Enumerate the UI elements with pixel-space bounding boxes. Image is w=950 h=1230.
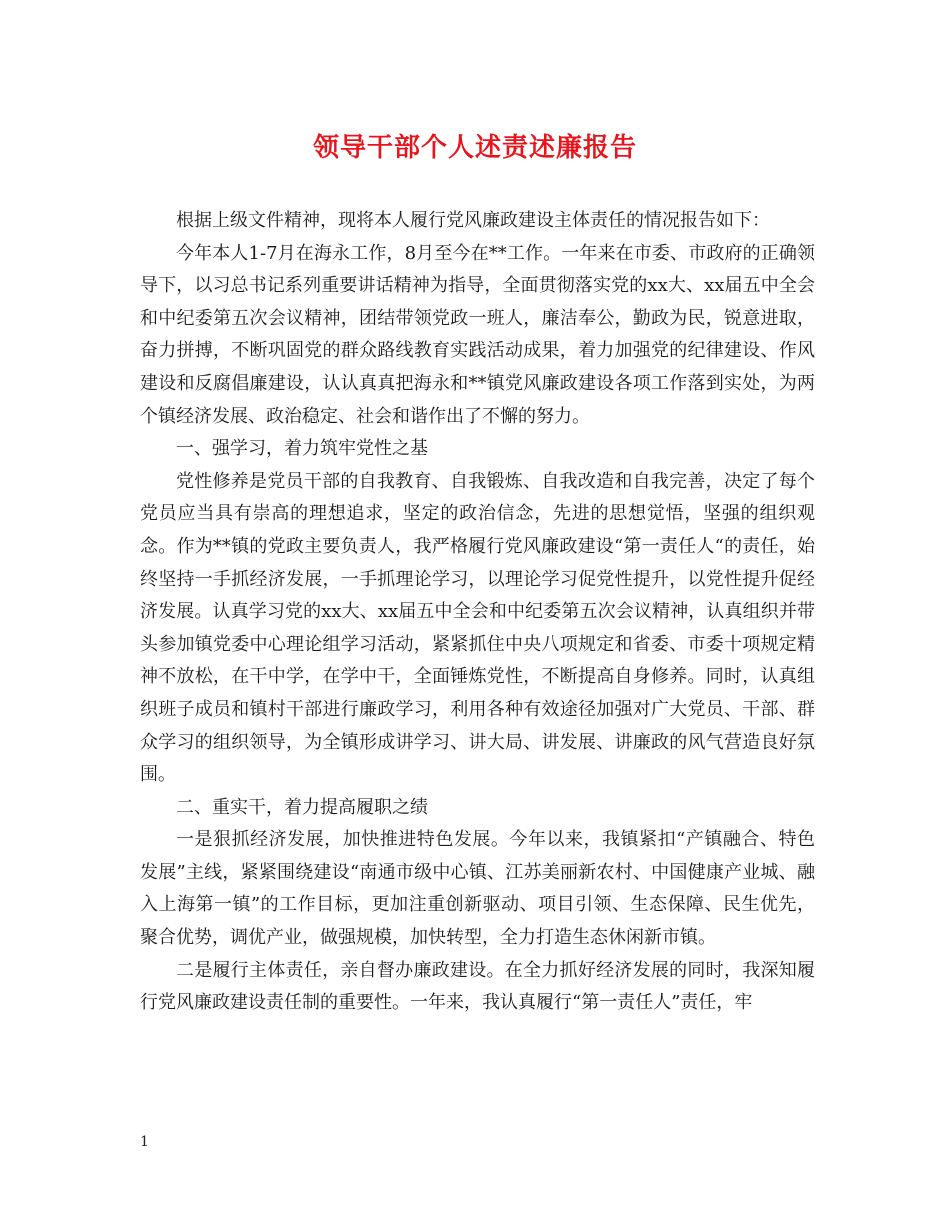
- document-body: [140, 205, 815, 1020]
- document-title: 领导干部个人述责述廉报告: [312, 133, 637, 163]
- paragraph-party-study: 党性修养是党员干部的自我教育、自我锻炼、自我改造和自我完善，决定了每个党员应当具有崇高的理想追求，坚定的政治信念，先进的思想觉悟，坚强的组织观念。作为**镇的党政主要负责人，我严格履行党风廉政建设“第一责任人“的责任，始终坚持一手抓经济发展，一手抓理论学习，以理论学习促党性提升，以党性提升促经济发展。认真学习党的xx大、xx届五中全会和中纪委第五次会议精神，认真组织并带头参加镇党委中心理论组学习活动，紧紧抓住中央八项规定和省委、市委十项规定精神不放松，在干中学，在学中干，全面锤炼党性，不断提高自身修养。同时，认真组织班子成员和镇村干部进行廉政学习，利用各种有效途径加强对广大党员、干部、群众学习的组织领导，为全镇形成讲学习、讲大局、讲发展、讲廉政的风气营造良好氛围。: [140, 470, 815, 786]
- page-number: 1: [140, 1134, 149, 1150]
- section-heading-2: 二、重实干，着力提高履职之绩: [176, 796, 428, 818]
- paragraph-overview: 今年本人1-7月在海永工作，8月至今在**工作。一年来在市委、市政府的正确领导下，以习总书记系列重要讲话精神为指导，全面贯彻落实党的xx大、xx届五中全会和中纪委第五次会议精神，团结带领党政一班人，廉洁奉公，勤政为民，锐意进取，奋力拼搏，不断巩固党的群众路线教育实践活动成果，着力加强党的纪律建设、作风建设和反腐倡廉建设，认认真真把海永和**镇党风廉政建设各项工作落到实处，为两个镇经济发展、政治稳定、社会和谐作出了不懈的努力。: [140, 242, 815, 427]
- paragraph-intro: 根据上级文件精神，现将本人履行党风廉政建设主体责任的情况报告如下：: [176, 210, 770, 231]
- paragraph-economic-development: 一是狠抓经济发展，加快推进特色发展。今年以来，我镇紧扣“产镇融合、特色发展”主线，紧紧围绕建设“南通市级中心镇、江苏美丽新农村、中国健康产业城、融入上海第一镇”的工作目标，更加注重创新驱动、项目引领、生态保障、民生优先，聚合优势，调优产业，做强规模，加快转型，全力打造生态休闲新市镇。: [140, 829, 815, 949]
- paragraph-main-responsibility: 二是履行主体责任，亲自督办廉政建设。在全力抓好经济发展的同时，我深知履行党风廉政建设责任制的重要性。一年来，我认真履行“第一责任人”责任，牢: [140, 959, 815, 1014]
- section-heading-1: 一、强学习，着力筑牢党性之基: [176, 438, 428, 460]
